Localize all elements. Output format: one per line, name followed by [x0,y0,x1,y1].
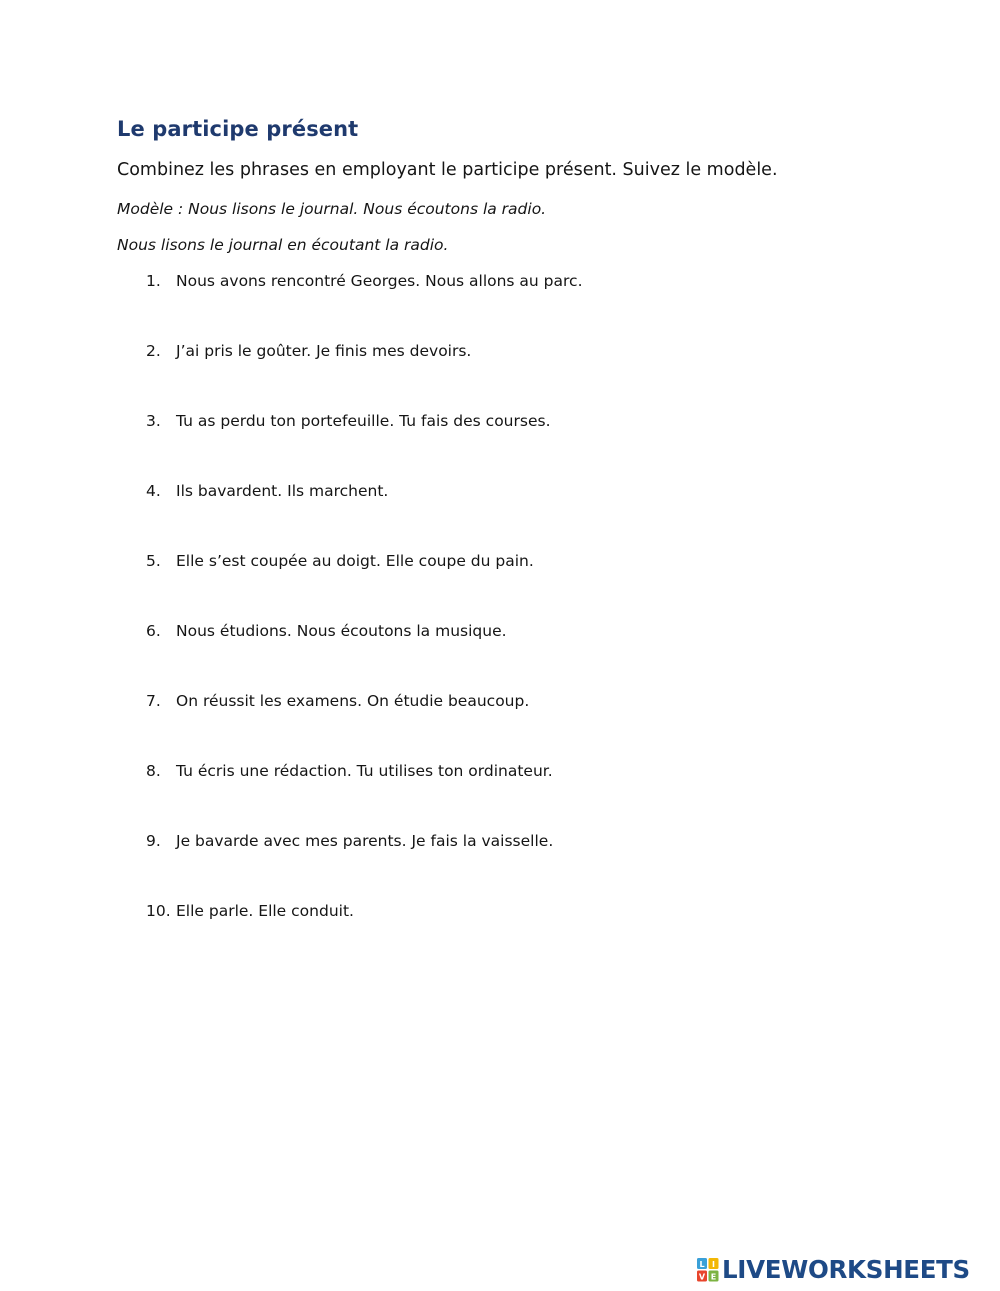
page-title: Le participe présent [117,117,359,141]
svg-text:I: I [712,1260,715,1269]
exercise-item [146,832,553,850]
liveworksheets-brand [697,1256,970,1284]
svg-text:L: L [699,1260,705,1269]
exercise-item [146,552,534,570]
exercise-item [146,902,354,920]
instruction-text: Combinez les phrases en employant le participe présent. Suivez le modèle. [117,160,778,180]
svg-text:E: E [710,1272,717,1282]
exercise-item [146,692,529,710]
exercise-item [146,272,583,290]
exercise-number: 9. [146,832,161,850]
exercise-number: 10. [146,902,171,920]
exercise-text: Nous étudions. Nous écoutons la musique. [176,622,507,640]
exercise-item [146,342,471,360]
exercise-number: 6. [146,622,161,640]
exercise-text: Nous avons rencontré Georges. Nous allons au parc. [176,272,583,290]
model-example-sentence: Modèle : Nous lisons le journal. Nous écoutons la radio. [117,200,547,218]
svg-text:V: V [698,1272,706,1282]
exercise-number: 1. [146,272,161,290]
exercise-text: Ils bavardent. Ils marchent. [176,482,389,500]
exercise-item [146,762,553,780]
liveworksheets-logo-icon [697,1258,719,1282]
brand-name: LIVEWORKSHEETS [722,1255,970,1284]
exercise-text: J’ai pris le goûter. Je finis mes devoirs. [176,342,472,360]
exercise-number: 5. [146,552,161,570]
exercise-text: Elle s’est coupée au doigt. Elle coupe du pain. [176,552,534,570]
exercise-item [146,412,551,430]
exercise-text: Tu as perdu ton portefeuille. Tu fais des courses. [176,412,551,430]
model-example-answer: Nous lisons le journal en écoutant la radio. [117,236,449,254]
exercise-text: Je bavarde avec mes parents. Je fais la vaisselle. [176,832,554,850]
exercise-number: 2. [146,342,161,360]
exercise-number: 4. [146,482,161,500]
exercise-number: 3. [146,412,161,430]
exercise-text: On réussit les examens. On étudie beaucoup. [176,692,530,710]
exercise-text: Elle parle. Elle conduit. [176,902,354,920]
exercise-number: 8. [146,762,161,780]
exercise-number: 7. [146,692,161,710]
exercise-text: Tu écris une rédaction. Tu utilises ton ordinateur. [176,762,553,780]
exercise-item [146,482,388,500]
exercise-item [146,622,507,640]
